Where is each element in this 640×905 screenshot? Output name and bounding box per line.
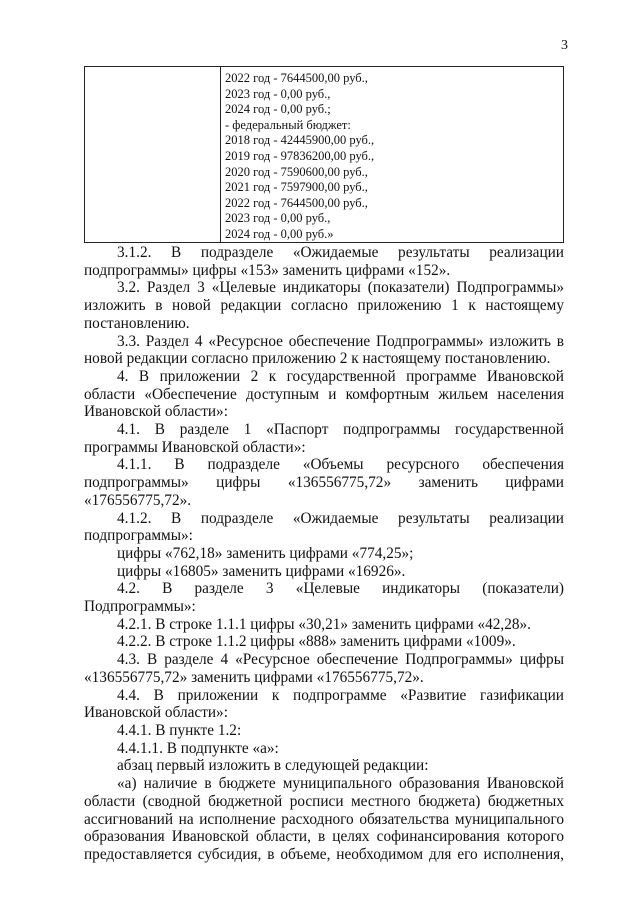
page-number: 3: [561, 38, 568, 53]
paragraph-line: «136556775,72» заменить цифрами «176556775,72».: [84, 668, 424, 686]
paragraph-line: 4.2.2. В строке 1.1.2 цифры «888» заменить цифрами «1009».: [117, 633, 516, 651]
paragraph-line: подпрограммы» цифры «136556775,72» заменить цифрами: [84, 474, 564, 492]
paragraph-line: 4. В приложении 2 к государственной программе Ивановской: [117, 367, 564, 385]
paragraph-line: ассигнований на исполнение расходного обязательства муниципального: [84, 810, 564, 828]
paragraph-line: 4.4. В приложении к подпрограмме «Развитие газификации: [117, 686, 564, 704]
table-line: 2018 год - 42445900,00 руб.,: [225, 133, 375, 148]
paragraph-line: Ивановской области»:: [84, 403, 228, 421]
paragraph: [84, 545, 564, 563]
paragraph: [84, 563, 564, 581]
table-line: 2023 год - 0,00 руб.,: [225, 211, 331, 226]
paragraph: [84, 740, 564, 758]
table-line: 2022 год - 7644500,00 руб.,: [225, 71, 368, 85]
paragraph: [84, 580, 564, 615]
paragraph-line: цифры «762,18» заменить цифрами «774,25»;: [117, 544, 414, 562]
table-line: 2024 год - 0,00 руб.;: [225, 102, 331, 117]
table-line: 2022 год - 7644500,00 руб.,: [225, 195, 368, 210]
document-body: [84, 244, 564, 864]
table-line: 2019 год - 97836200,00 руб.,: [225, 148, 375, 163]
paragraph-line: образования Ивановской области, в целях софинансирования которого: [84, 828, 564, 846]
paragraph-line: 3.2. Раздел 3 «Целевые индикаторы (показатели) Подпрограммы»: [117, 279, 564, 297]
paragraph-line: подпрограммы»:: [84, 527, 193, 545]
paragraph-line: области «Обеспечение доступным и комфортным жильем населения: [84, 385, 564, 403]
paragraph: [84, 757, 564, 775]
table-line: 2024 год - 0,00 руб.»: [225, 226, 334, 241]
paragraph-line: 4.3. В разделе 4 «Ресурсное обеспечение Подпрограммы» цифры: [117, 651, 564, 669]
table-line: 2023 год - 0,00 руб.,: [225, 86, 331, 101]
table-line: 2020 год - 7590600,00 руб.,: [225, 164, 368, 179]
paragraph-line: изложить в новой редакции согласно приложению 1 к настоящему: [84, 297, 564, 315]
paragraph-line: 3.3. Раздел 4 «Ресурсное обеспечение Подпрограммы» изложить в: [117, 332, 564, 350]
paragraph: [84, 421, 564, 456]
paragraph: [84, 775, 564, 864]
paragraph: [84, 633, 564, 651]
table-line: 2021 год - 7597900,00 руб.,: [225, 180, 368, 195]
paragraph-line: 4.4.1. В пункте 1.2:: [117, 721, 242, 739]
paragraph: [84, 244, 564, 279]
paragraph-line: 4.1.1. В подразделе «Объемы ресурсного обеспечения: [117, 456, 564, 474]
paragraph: [84, 722, 564, 740]
paragraph-line: 4.2. В разделе 3 «Целевые индикаторы (показатели): [117, 580, 564, 598]
paragraph: [84, 279, 564, 332]
paragraph-line: новой редакции согласно приложению 2 к настоящему постановлению.: [84, 350, 551, 368]
paragraph-line: 4.4.1.1. В подпункте «а»:: [117, 739, 279, 757]
paragraph-line: цифры «16805» заменить цифрами «16926».: [117, 562, 406, 580]
paragraph-line: 4.1. В разделе 1 «Паспорт подпрограммы государственной: [117, 421, 564, 439]
paragraph-line: 3.1.2. В подразделе «Ожидаемые результаты реализации: [117, 244, 564, 261]
table-left-cell: [85, 67, 221, 242]
paragraph-line: постановлению.: [84, 314, 190, 332]
paragraph-line: подпрограммы» цифры «153» заменить цифрами «152».: [84, 261, 451, 279]
paragraph-line: Ивановской области»:: [84, 704, 228, 722]
paragraph: [84, 456, 564, 509]
table-right-cell: [221, 67, 563, 242]
paragraph-line: «а) наличие в бюджете муниципального образования Ивановской: [117, 775, 564, 793]
paragraph-line: программы Ивановской области»:: [84, 438, 306, 456]
paragraph-line: «176556775,72».: [84, 491, 192, 509]
paragraph: [84, 687, 564, 722]
paragraph: [84, 333, 564, 368]
paragraph-line: 4.2.1. В строке 1.1.1 цифры «30,21» заменить цифрами «42,28».: [117, 615, 531, 633]
paragraph-line: предоставляется субсидия, в объеме, необходимом для его исполнения,: [84, 845, 564, 863]
paragraph-line: 4.1.2. В подразделе «Ожидаемые результаты реализации: [117, 509, 564, 527]
paragraph: [84, 616, 564, 634]
paragraph: [84, 510, 564, 545]
paragraph-line: Подпрограммы»:: [84, 598, 196, 616]
funding-table: [84, 66, 564, 243]
table-line: - федеральный бюджет:: [225, 117, 351, 132]
paragraph: [84, 651, 564, 686]
paragraph: [84, 368, 564, 421]
paragraph-line: области (сводной бюджетной росписи местного бюджета) бюджетных: [84, 792, 564, 810]
paragraph-line: абзац первый изложить в следующей редакции:: [117, 757, 429, 775]
